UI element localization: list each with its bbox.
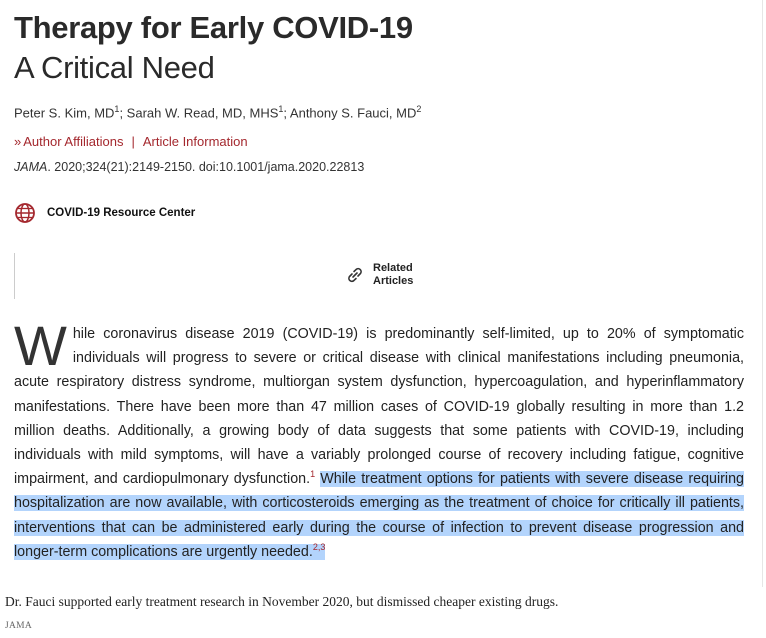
globe-icon	[14, 202, 36, 224]
chevron-right-icon: »	[14, 134, 22, 149]
author-ref: 1	[278, 104, 284, 114]
link-separator: |	[131, 134, 135, 149]
link-icon	[343, 263, 367, 287]
article-information-link[interactable]: Article Information	[142, 134, 248, 149]
image-credit: JAMA	[5, 621, 33, 631]
citation-details: . 2020;324(21):2149-2150. doi:10.1001/jama.2020.22813	[47, 160, 365, 174]
author-ref: 1	[114, 104, 120, 114]
article-links	[14, 134, 248, 149]
author-ref: 2	[416, 104, 422, 114]
author-name[interactable]: Anthony S. Fauci, MD	[289, 105, 417, 121]
article-subtitle: A Critical Need	[14, 50, 215, 85]
resource-center-label: COVID-19 Resource Center	[47, 207, 196, 219]
related-label	[373, 262, 413, 288]
author-separator: ;	[119, 105, 127, 121]
author-name[interactable]: Sarah W. Read, MD, MHS	[126, 105, 279, 121]
author-affiliations-link[interactable]: Author Affiliations	[23, 134, 124, 149]
image-caption: Dr. Fauci supported early treatment research in November 2020, but dismissed cheaper existing drugs.	[5, 594, 559, 609]
related-label-line2: Articles	[373, 275, 414, 287]
drop-cap: W	[14, 314, 67, 377]
related-label-line1: Related	[373, 262, 413, 274]
article-title: Therapy for Early COVID-19	[14, 10, 413, 45]
reference-link[interactable]: 2,3	[312, 542, 326, 553]
article-body	[14, 314, 744, 564]
citation	[14, 160, 364, 174]
covid-resource-center-link[interactable]	[14, 202, 195, 224]
body-text-part1: hile coronavirus disease 2019 (COVID-19) is predominantly self-limited, up to 20% of symptomatic individuals will progress to severe or critical disease with clinical manifestations including pneumonia, acute respiratory distress syndrome, multiorgan system dysfunction, hypercoagulation, and hyperinflammatory manifestations. There have been more than 47 million cases of COVID-19 globally resulting in more than 1.2 million deaths. Additionally, a growing body of data suggests that some patients with COVID-19, including individuals with mild symptoms, will have a variably prolonged course of recovery including fatigue, cognitive impairment, and cardiopulmonary dysfunction.	[14, 326, 744, 488]
journal-name: JAMA	[14, 160, 48, 174]
author-separator: ;	[283, 105, 290, 121]
highlighted-text: While treatment options for patients with severe disease requiring hospitalization are now available, with corticosteroids emerging as the treatment of choice for critically ill patients, interventions that can be administered early during the course of infection to prevent disease progression and longer-term complications are urgently needed.	[14, 471, 744, 560]
divider	[14, 253, 15, 299]
author-list	[14, 104, 421, 120]
reference-link[interactable]: 1	[310, 469, 316, 480]
related-articles-button[interactable]	[343, 262, 413, 288]
author-name[interactable]: Peter S. Kim, MD	[14, 105, 115, 121]
